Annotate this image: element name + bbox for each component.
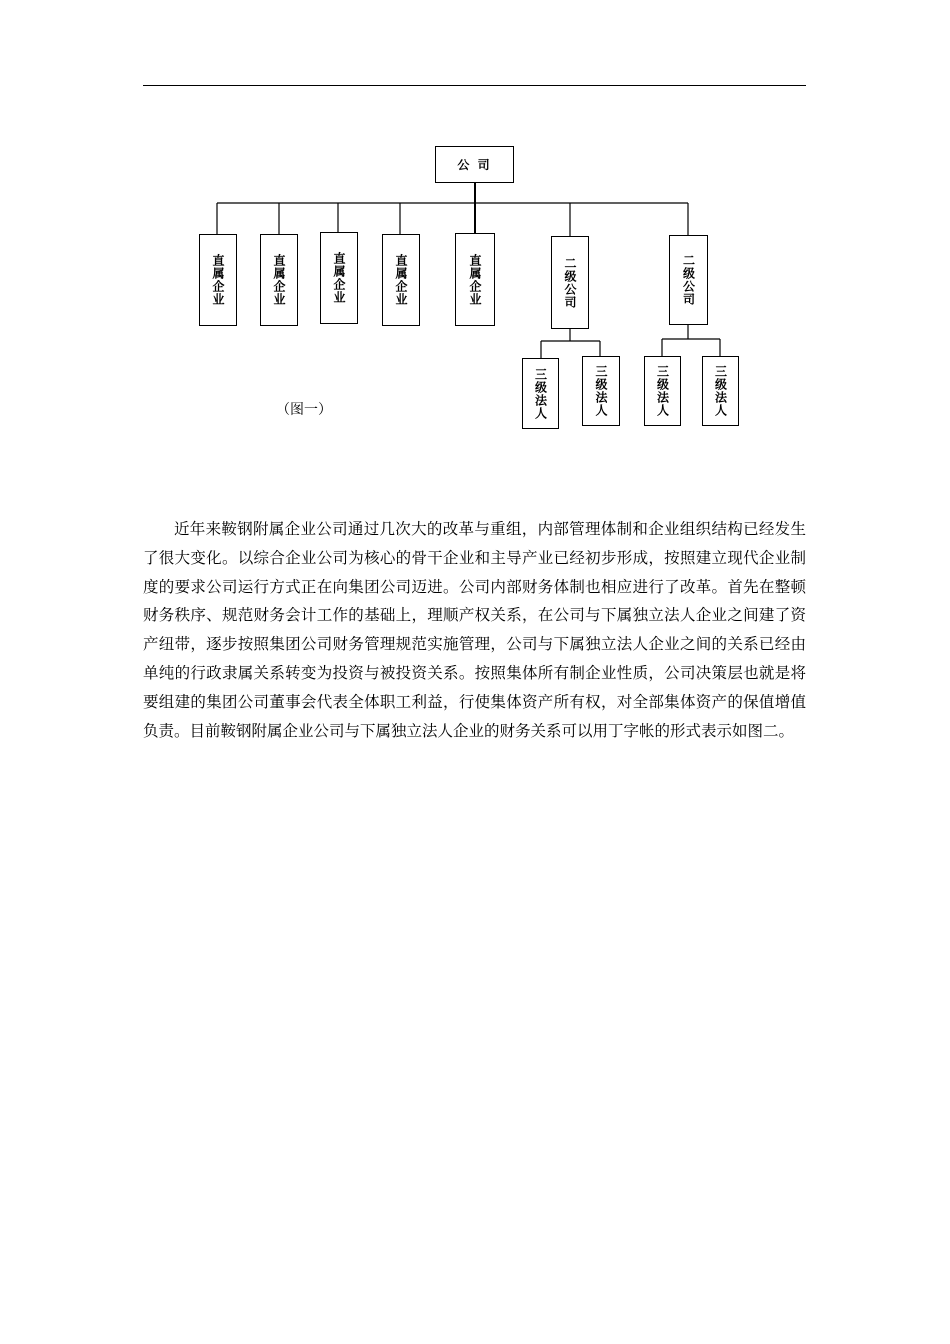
node-direct-enterprise xyxy=(199,234,237,326)
node-direct-enterprise xyxy=(382,234,420,326)
node-label: 三级法人 xyxy=(655,365,670,417)
node-label: 三级法人 xyxy=(594,365,608,417)
node-label: 直属企业 xyxy=(211,254,225,306)
node-company xyxy=(435,146,514,183)
node-third-level-legal-entity xyxy=(644,356,681,426)
org-chart xyxy=(0,0,950,480)
node-label: 三级法人 xyxy=(533,367,548,420)
node-direct-enterprise xyxy=(455,233,495,326)
node-label: 二级公司 xyxy=(681,254,696,306)
node-label: 二级公司 xyxy=(563,256,577,309)
node-label: 三级法人 xyxy=(713,365,728,417)
node-direct-enterprise xyxy=(320,232,358,324)
node-third-level-legal-entity xyxy=(702,356,739,426)
node-direct-enterprise xyxy=(260,234,298,326)
node-second-level-company xyxy=(551,236,589,329)
node-label: 直属企业 xyxy=(272,254,286,306)
figure-caption: （图一） xyxy=(276,402,332,418)
body-paragraph: 近年来鞍钢附属企业公司通过几次大的改革与重组，内部管理体制和企业组织结构已经发生了很大变化。以综合企业公司为核心的骨干企业和主导产业已经初步形成，按照建立现代企业制度的要求公司运行方式正在向集团公司迈进。公司内部财务体制也相应进行了改革。首先在整顿财务秩序、规范财务会计工作的基础上，理顺产权关系，在公司与下属独立法人企业之间建了资产纽带，逐步按照集团公司财务管理规范实施管理，公司与下属独立法人企业之间的关系已经由单纯的行政隶属关系转变为投资与被投资关系。按照集体所有制企业性质，公司决策层也就是将要组建的集团公司董事会代表全体职工利益，行使集体资产所有权，对全部集体资产的保值增值负责。目前鞍钢附属企业公司与下属独立法人企业的财务关系可以用丁字帐的形式表示如图二。 xyxy=(143,520,806,740)
node-third-level-legal-entity xyxy=(522,358,559,429)
node-company-label: 公 司 xyxy=(457,158,492,172)
node-third-level-legal-entity xyxy=(582,356,620,426)
node-label: 直属企业 xyxy=(394,254,408,306)
node-label: 直属企业 xyxy=(468,253,482,306)
node-second-level-company xyxy=(669,235,708,325)
node-label: 直属企业 xyxy=(332,252,346,304)
